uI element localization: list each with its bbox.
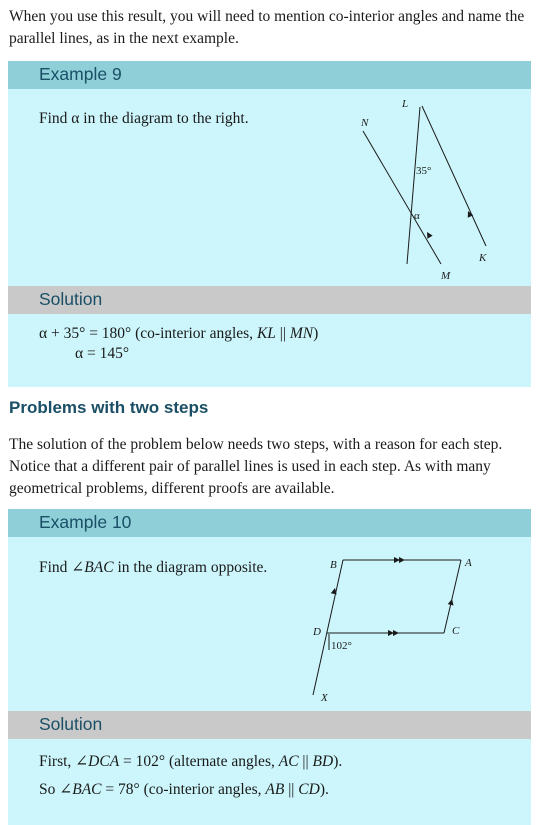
line1-l2: BD <box>312 753 334 770</box>
example-10-body <box>8 537 531 711</box>
solution-eq: = 180° (co-interior angles, <box>85 325 257 342</box>
example-10-solution-line-2 <box>39 780 329 799</box>
intro-paragraph: When you use this result, you will need to mention co-interior angles and name the parallel lines, as in the next example. <box>9 8 525 47</box>
parallel-symbol: || <box>275 325 290 342</box>
example-9-body <box>8 89 531 286</box>
solution-alpha: α <box>75 345 84 362</box>
line-kl-label: KL <box>256 325 276 342</box>
double-arrow-2-icon <box>399 557 405 563</box>
example-9-solution-line-2 <box>75 345 129 363</box>
example-9-solution-header <box>8 286 531 314</box>
example-10-solution-title: Solution <box>39 714 103 734</box>
example-10-solution-header <box>8 711 531 739</box>
prompt-pre: Find ∠ <box>39 559 85 576</box>
example-9-prompt: Find α in the diagram to the right. <box>39 110 249 127</box>
section-heading: Problems with two steps <box>9 398 209 417</box>
solution-result: = 145° <box>83 345 130 362</box>
angle-102: 102° <box>331 640 352 652</box>
transversal <box>407 107 420 264</box>
example-10-header <box>8 509 531 537</box>
example-10-title: Example 10 <box>39 512 132 532</box>
line2-par: || <box>284 781 299 798</box>
example-10-diagram <box>8 537 531 711</box>
line-mn <box>363 131 441 264</box>
example-10-solution-line-1 <box>39 752 342 771</box>
prompt-angle: BAC <box>84 559 114 576</box>
two-steps-paragraph: The solution of the problem below needs two steps, with a reason for each step. Notice that a different pair of parallel lines is used in each step. As with many geometrical problems, different proofs are available. <box>9 436 503 497</box>
segment-ac <box>444 560 461 633</box>
line1-post: ). <box>333 753 343 770</box>
line2-angle: BAC <box>72 781 102 798</box>
close-paren: ) <box>313 325 319 342</box>
angle-alpha: α <box>414 210 420 222</box>
label-x: X <box>321 692 328 704</box>
example-9-solution-line-1 <box>39 325 318 343</box>
example-9-header <box>8 61 531 89</box>
label-l: L <box>402 98 409 110</box>
label-a: A <box>465 557 472 569</box>
line1-l1: AC <box>278 753 299 770</box>
line2-post: ). <box>319 781 329 798</box>
line1-angle: DCA <box>88 753 120 770</box>
example-9-diagram <box>8 89 531 286</box>
double-arrow-4-icon <box>393 630 399 636</box>
line2-l2: CD <box>298 781 320 798</box>
label-k: K <box>479 252 487 264</box>
label-b: B <box>330 559 337 571</box>
example-10-solution-body <box>8 739 531 825</box>
line1-par: || <box>298 753 313 770</box>
label-c: C <box>452 625 460 637</box>
line1-pre: First, ∠ <box>39 753 89 770</box>
label-d: D <box>313 626 321 638</box>
line2-pre: So ∠ <box>39 781 73 798</box>
example-9-title: Example 9 <box>39 64 122 84</box>
label-m: M <box>441 270 451 282</box>
line2-l1: AB <box>265 781 285 798</box>
line1-mid: = 102° (alternate angles, <box>119 753 279 770</box>
solution-expr: α + 35° <box>39 325 86 342</box>
example-9-solution-body <box>8 314 531 387</box>
angle-35: 35° <box>416 165 432 177</box>
line-kl <box>422 106 486 246</box>
example-9-solution-title: Solution <box>39 289 103 309</box>
prompt-post: in the diagram opposite. <box>113 559 268 576</box>
line-mn-label: MN <box>289 325 314 342</box>
label-n: N <box>361 117 369 129</box>
line2-mid: = 78° (co-interior angles, <box>101 781 266 798</box>
